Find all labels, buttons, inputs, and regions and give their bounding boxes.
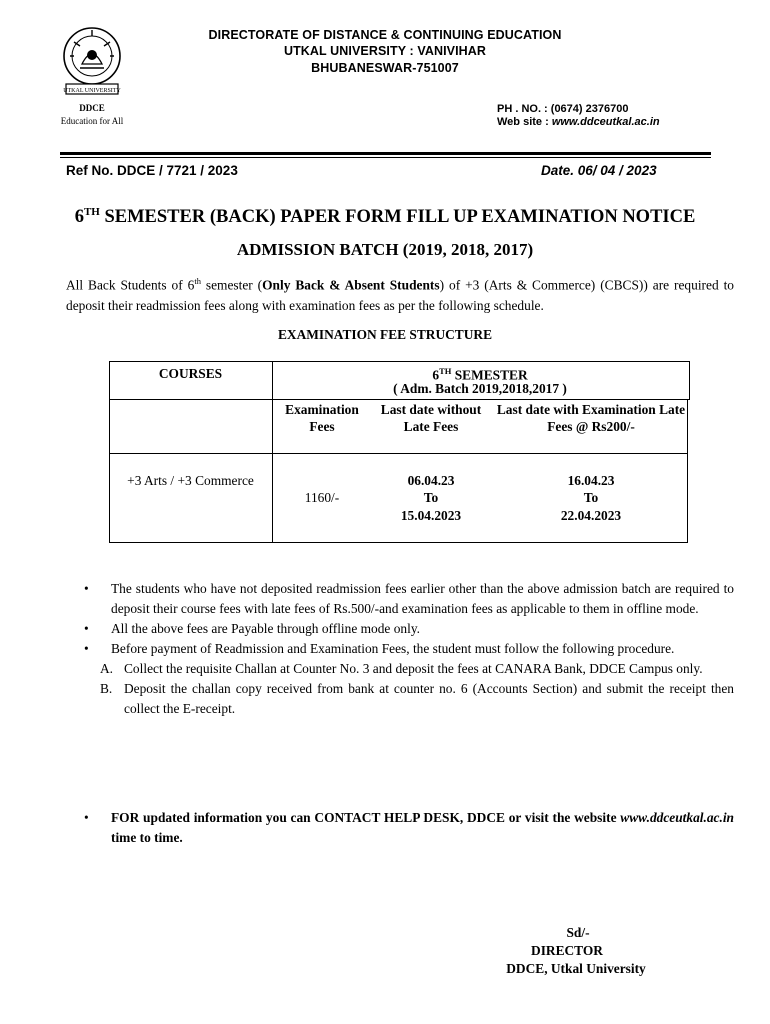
fee-structure-title: EXAMINATION FEE STRUCTURE xyxy=(277,327,493,342)
website-url: www.ddceutkal.ac.in xyxy=(551,116,660,128)
helpdesk-url: www.ddceutkal.ac.in xyxy=(620,810,734,825)
sub-item-a xyxy=(84,659,734,679)
row-date1-to: 15.04.2023 xyxy=(400,508,462,523)
row-fee: 1160/- xyxy=(304,490,340,505)
list-item xyxy=(84,808,734,848)
sub-item-b-text: Deposit the challan copy received from bank at counter no. 6 (Accounts Section) and submit the receipt then collect the E-receipt. xyxy=(124,681,734,716)
intro-text-1: All Back Students of 6 xyxy=(66,277,195,293)
bullet-dot: • xyxy=(84,641,89,656)
title-number: 6 xyxy=(74,207,84,228)
signature-title: DIRECTOR xyxy=(531,943,603,958)
phone-number: PH . NO. : (0674) 2376700 xyxy=(497,103,629,115)
helpdesk-text-end: time to time. xyxy=(111,830,183,845)
bullet-text-2: All the above fees are Payable through offline mode only. xyxy=(111,621,421,636)
row-date2-to: 22.04.2023 xyxy=(560,508,622,523)
logo-caption-tagline: Education for All xyxy=(60,116,124,126)
row-date2-from: 16.04.23 xyxy=(567,473,615,488)
bullet-text-1: The students who have not deposited readmission fees earlier other than the above admission batch are required to deposit their course fees with late fees of Rs.500/-and examination fees as applicable to them in offline mode. xyxy=(111,581,734,616)
semester-text: SEMESTER xyxy=(451,367,528,383)
header-divider-thick xyxy=(60,152,711,155)
sub-item-a-label: A. xyxy=(100,661,114,676)
table-border-top xyxy=(109,361,690,362)
table-border-right-top xyxy=(689,361,690,399)
header-line-2: UTKAL UNIVERSITY : VANIVIHAR xyxy=(283,44,487,58)
title-superscript: TH xyxy=(83,206,100,218)
header-batch: ( Adm. Batch 2019,2018,2017 ) xyxy=(393,381,567,396)
university-logo xyxy=(60,24,124,96)
row-date1-from: 06.04.23 xyxy=(407,473,455,488)
header-last-date: Last date without Late Fees xyxy=(380,402,482,434)
header-courses: COURSES xyxy=(158,366,223,381)
semester-number: 6 xyxy=(432,367,440,383)
row-date1-to-word: To xyxy=(423,490,439,505)
header-exam-fees: Examination Fees xyxy=(285,402,359,434)
list-item xyxy=(84,579,734,619)
title-text: SEMESTER (BACK) PAPER FORM FILL UP EXAMINATION NOTICE xyxy=(99,207,696,228)
sub-item-b-label: B. xyxy=(100,681,113,696)
instructions-list xyxy=(84,579,734,719)
sub-item-b xyxy=(84,679,734,719)
semester-superscript: TH xyxy=(439,366,452,376)
table-header-divider xyxy=(109,399,690,400)
list-item xyxy=(84,619,734,639)
table-border-bottom xyxy=(109,542,688,543)
intro-paragraph xyxy=(66,271,734,316)
website-label: Web site : xyxy=(497,116,552,128)
reference-number: Ref No. DDCE / 7721 / 2023 xyxy=(66,163,238,178)
header-divider-thin xyxy=(60,157,711,158)
logo-banner-text: UTKAL UNIVERSITY xyxy=(63,88,121,94)
bullet-text-3: Before payment of Readmission and Examination Fees, the student must follow the following procedure. xyxy=(111,641,675,656)
fee-table xyxy=(109,361,690,543)
notice-date: Date. 06/ 04 / 2023 xyxy=(541,163,657,178)
sub-item-a-text: Collect the requisite Challan at Counter No. 3 and deposit the fees at CANARA Bank, DDCE Campus only. xyxy=(124,661,703,676)
intro-bold: Only Back & Absent Students xyxy=(262,277,440,293)
bullet-dot: • xyxy=(84,621,89,636)
helpdesk-note xyxy=(84,808,734,848)
intro-text-2: semester ( xyxy=(200,277,263,293)
row-course: +3 Arts / +3 Commerce xyxy=(127,473,254,488)
list-item xyxy=(84,639,734,659)
logo-caption-ddce: DDCE xyxy=(79,103,105,113)
header-line-3: BHUBANESWAR-751007 xyxy=(311,61,459,75)
intro-text-3: ) of +3 (Arts & Commerce) (CBCS)) are required to deposit their readmission fees along with examination fees as per the following schedule. xyxy=(66,277,734,314)
website-line xyxy=(497,116,660,128)
helpdesk-text: FOR updated information you can CONTACT HELP DESK, DDCE or visit the website xyxy=(111,810,621,825)
table-row-divider xyxy=(109,453,688,454)
row-date2-to-word: To xyxy=(583,490,599,505)
table-border-left xyxy=(109,361,110,543)
bullet-dot: • xyxy=(84,581,89,596)
notice-title xyxy=(0,206,770,228)
header-line-1: DIRECTORATE OF DISTANCE & CONTINUING EDUCATION xyxy=(208,28,562,42)
admission-batch-heading: ADMISSION BATCH (2019, 2018, 2017) xyxy=(236,240,534,259)
signature-sd: Sd/- xyxy=(566,925,590,940)
bullet-dot: • xyxy=(84,810,89,825)
header-late-fees: Last date with Examination Late Fees @ Rs200/- xyxy=(496,402,686,434)
signature-org: DDCE, Utkal University xyxy=(506,961,646,976)
intro-superscript: th xyxy=(194,276,201,286)
